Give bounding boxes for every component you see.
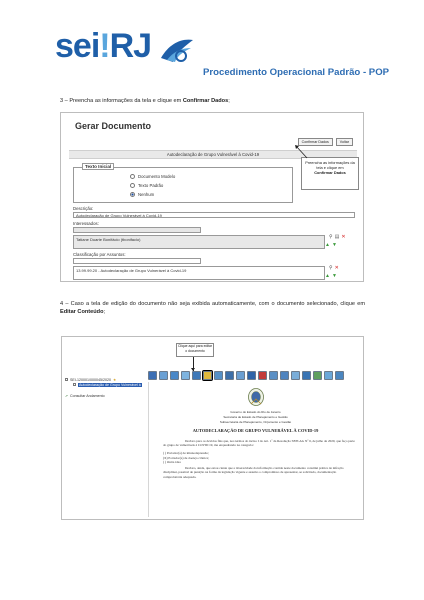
search-icon[interactable]: ⚲ [329,234,333,240]
arrow-icon: ➚ [65,393,69,398]
toolbar-button-1[interactable] [148,371,157,380]
voltar-button[interactable]: Voltar [336,138,353,146]
star-icon: ★ [112,377,117,382]
move-down-icon[interactable]: ▼ [331,273,337,279]
radio-texto-padrao[interactable]: Texto Padrão [130,183,163,188]
classificacao-label: Classificação por Assuntos: [73,252,126,257]
pop-title: Procedimento Operacional Padrão - POP [203,67,390,78]
toolbar-button-3[interactable] [170,371,179,380]
sei-logo-emblem-icon [159,34,195,64]
toolbar-button-4[interactable] [181,371,190,380]
remove-icon[interactable]: ✕ [334,265,339,271]
toolbar-button-10[interactable] [247,371,256,380]
texto-inicial-fieldset [73,164,293,203]
remove-icon[interactable]: ✕ [341,234,346,240]
gov-line-2: Secretaria de Estado de Planejamento e Gestão [223,415,288,419]
toolbar-button-14[interactable] [291,371,300,380]
tree-process[interactable]: SEI-120001/000045/2020 ★ [65,377,145,382]
descricao-label: Descrição: [73,206,94,211]
document-toolbar [148,371,344,380]
classificacao-input[interactable] [73,258,201,264]
confirmar-dados-button[interactable]: Confirmar Dados [298,138,333,146]
radio-documento-modelo[interactable]: Documento Modelo [130,174,175,179]
step-4-instruction: 4 – Caso a tela de edição do documento não seja exibida automaticamente, com o documento selecionado, clique em Editar Conteúdo; [60,301,365,315]
document-icon [73,383,76,386]
toolbar-button-15[interactable] [302,371,311,380]
toolbar-button-7[interactable] [214,371,223,380]
tree-document[interactable]: Autodeclaração de Grupo Vulnerável à [65,382,145,387]
process-tree [65,377,145,398]
toolbar-button-11[interactable] [258,371,267,380]
interessados-label: Interessados: [73,221,99,226]
document-icon[interactable]: ▤ [334,234,340,240]
texto-inicial-legend: Texto Inicial [82,163,114,170]
classificacao-list[interactable]: 13.99.99.20 - Autodeclaração de Grupo Vulnerável à Covid-19 [73,266,325,280]
edit-callout: Clique aqui para editar o documento [176,343,214,357]
radio-icon [130,174,135,179]
toolbar-button-2[interactable] [159,371,168,380]
editar-conteudo-button[interactable] [203,371,212,380]
toolbar-button-16[interactable] [313,371,322,380]
interessados-list[interactable]: Tatiane Duarte Bonifácio (tbonifacio) [73,235,325,249]
toolbar-button-17[interactable] [324,371,333,380]
toolbar-button-13[interactable] [280,371,289,380]
consultar-andamento-link[interactable]: ➚ Consultar Andamento [65,393,105,398]
search-icon[interactable]: ⚲ [329,265,333,271]
toolbar-button-18[interactable] [335,371,344,380]
descricao-input[interactable]: Autodeclaração de Grupo Vulnerável à Covid-19 [73,212,355,218]
document-preview [148,382,361,517]
sei-logo [55,26,195,66]
gov-line-3: Subsecretaria de Planejamento, Orçamento e Gestão [219,420,292,424]
sei-editor-screenshot [61,336,364,520]
interessados-input[interactable] [73,227,201,233]
radio-selected-icon [130,192,135,197]
toolbar-button-12[interactable] [269,371,278,380]
radio-icon [130,183,135,188]
toolbar-button-5[interactable] [192,371,201,380]
folder-icon [65,378,68,381]
interessados-actions [329,235,346,240]
page-title: Gerar Documento [75,121,152,131]
document-option-3: ( ) Outra idea [163,460,181,464]
document-option-2: (X) Portador(a) de doença crônica; [163,455,209,460]
document-title: AUTODECLARAÇÃO DE GRUPO VULNERÁVEL À COVID-19 [192,428,319,433]
move-up-icon[interactable]: ▲ [325,242,330,248]
reorder-actions [325,274,337,279]
gerar-documento-screenshot [60,112,364,282]
state-seal-icon [247,387,265,407]
instruction-callout: Preencha as informações da tela e clique em Confirmar Dados [301,157,359,190]
document-type-bar: Autodeclaração de Grupo Vulnerável à Covid-19 [69,150,357,159]
document-option-1: ( ) Portador(a) de imunodepressão; [163,451,209,455]
toolbar-button-9[interactable] [236,371,245,380]
document-paragraph-2: Declaro, ainda, que estou ciente que a inveracidade da informação contida neste documento constitui prática de infração disciplinar, passível de punição na forma da legislação vigente e assumo o compromisso de apresentar, se solicitado, documentação comprobatória adequada. [163,466,344,479]
move-up-icon[interactable]: ▲ [325,273,330,279]
callout-arrow-icon [293,143,309,159]
toolbar-button-8[interactable] [225,371,234,380]
step-3-instruction: 3 – Preencha as informações da tela e clique em Confirmar Dados; [60,98,230,104]
reorder-actions [325,243,337,248]
move-down-icon[interactable]: ▼ [331,242,337,248]
document-paragraph-1: Declaro para os devidos fins que, nos termos do inciso I do Art. 1º da Resolução SEPLAG Nº 6, de julho de 2020, que faço parte do grupo de vulneráveis à COVID 19, me enquadrando na categoria: [163,439,355,448]
radio-nenhum[interactable]: Nenhum [130,192,154,197]
gov-line-1: Governo do Estado do Rio de Janeiro [230,410,281,414]
classificacao-actions [329,266,339,271]
sei-logo-wordmark: sei!RJ [55,27,152,65]
